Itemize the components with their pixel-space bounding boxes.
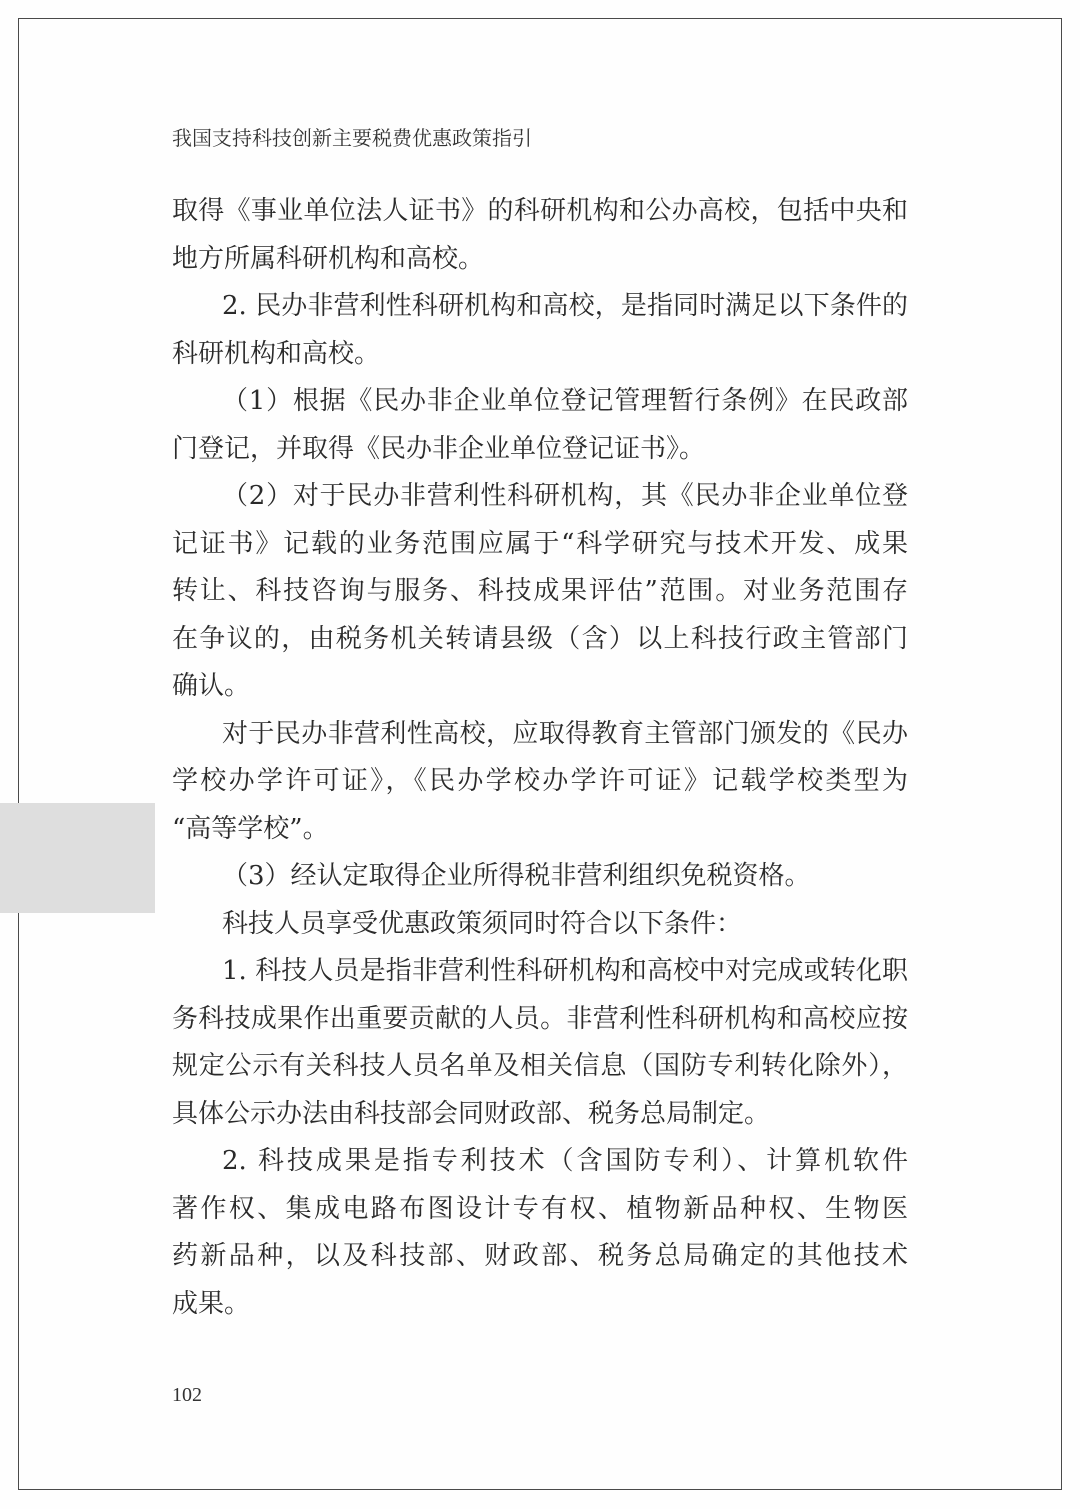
text-line: 成果。 [172, 1288, 251, 1319]
paragraph [172, 948, 908, 1138]
text-line: 转让、科技咨询与服务、科技成果评估”范围。对业务范围存 [172, 576, 908, 606]
text-line: 著作权、集成电路布图设计专有权、植物新品种权、生物医 [172, 1193, 908, 1224]
text-line: 确认。 [172, 671, 251, 701]
text-line: 务科技成果作出重要贡献的人员。非营利性科研机构和高校应按 [172, 1003, 908, 1034]
page-number: 102 [172, 1384, 202, 1406]
chapter-thumb-tab [0, 803, 155, 913]
text-line: 在争议的，由税务机关转请县级（含）以上科技行政主管部门 [172, 623, 908, 654]
text-line: “高等学校”。 [172, 813, 329, 844]
text-line: 科技人员享受优惠政策须同时符合以下条件： [222, 908, 743, 939]
text-line: 地方所属科研机构和高校。 [172, 243, 485, 274]
text-line: （2）对于民办非营利性科研机构，其《民办非企业单位登 [222, 481, 908, 511]
text-line: （3）经认定取得企业所得税非营利组织免税资格。 [222, 861, 811, 891]
paragraph [172, 473, 908, 711]
text-line: 1. 科技人员是指非营利性科研机构和高校中对完成或转化职 [222, 956, 908, 986]
paragraph [172, 853, 908, 901]
text-line: （1）根据《民办非企业单位登记管理暂行条例》在民政部 [222, 386, 908, 416]
text-line: 取得《事业单位法人证书》的科研机构和公办高校，包括中央和 [172, 196, 908, 226]
body-text [172, 188, 908, 1328]
text-line: 2. 民办非营利性科研机构和高校，是指同时满足以下条件的 [222, 291, 908, 321]
text-line: 具体公示办法由科技部会同财政部、税务总局制定。 [172, 1098, 771, 1129]
text-line: 记证书》记载的业务范围应属于“科学研究与技术开发、成果 [172, 528, 908, 559]
text-line: 规定公示有关科技人员名单及相关信息（国防专利转化除外）， [172, 1051, 908, 1081]
paragraph-continued [172, 188, 908, 283]
text-line: 科研机构和高校。 [172, 338, 381, 369]
paragraph [172, 378, 908, 473]
text-line: 学校办学许可证》，《民办学校办学许可证》记载学校类型为 [172, 766, 908, 796]
paragraph [172, 711, 908, 854]
paragraph [172, 901, 908, 949]
paragraph [172, 1138, 908, 1328]
text-line: 药新品种，以及科技部、财政部、税务总局确定的其他技术 [172, 1241, 908, 1271]
running-header: 我国支持科技创新主要税费优惠政策指引 [172, 126, 532, 150]
text-line: 门登记，并取得《民办非企业单位登记证书》。 [172, 433, 706, 464]
text-line: 2. 科技成果是指专利技术（含国防专利）、计算机软件 [222, 1146, 908, 1176]
paragraph [172, 283, 908, 378]
text-line: 对于民办非营利性高校，应取得教育主管部门颁发的《民办 [222, 718, 908, 749]
